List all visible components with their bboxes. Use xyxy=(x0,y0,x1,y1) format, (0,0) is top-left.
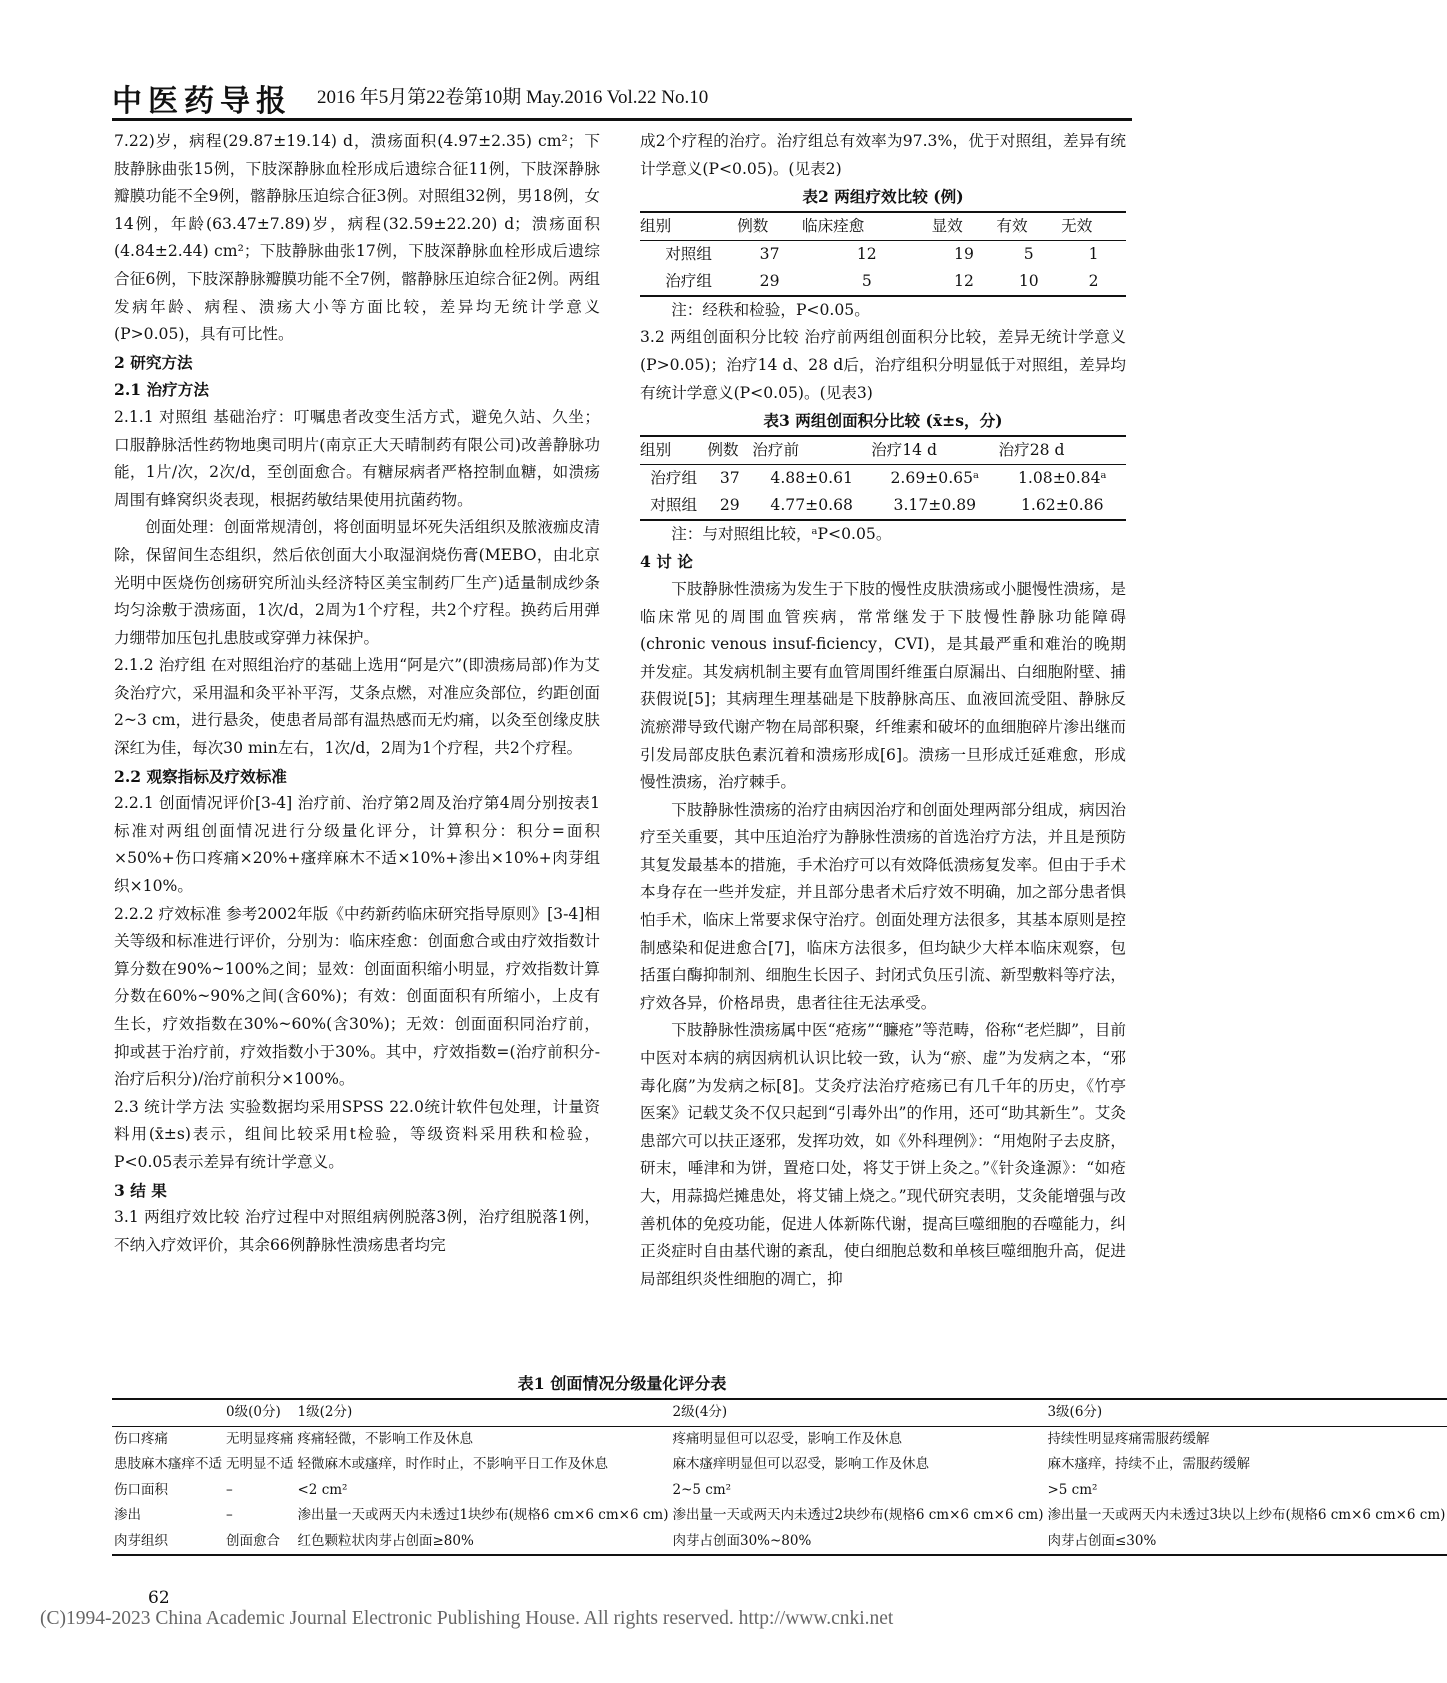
table-cell: <2 cm² xyxy=(297,1481,348,1498)
copyright-footer: (C)1994-2023 China Academic Journal Electronic Publishing House. All rights reserved. http://www.cnki.net xyxy=(40,1608,894,1629)
table-row xyxy=(112,1529,1447,1556)
running-header xyxy=(112,74,1132,118)
table-cell: 2.69±0.65ᵃ xyxy=(890,468,980,487)
table-row xyxy=(112,1452,1447,1478)
table-cell: 29 xyxy=(707,492,752,520)
section-heading: 3 结 果 xyxy=(114,1180,167,1200)
table-cell: – xyxy=(226,1507,233,1523)
table-cell: 治疗组 xyxy=(640,268,737,296)
page-number: 62 xyxy=(148,1588,170,1608)
table-cell: 对照组 xyxy=(640,492,707,520)
table1-caption: 表1 创面情况分级量化评分表 xyxy=(517,1374,727,1393)
column-header: 临床痊愈 xyxy=(802,212,932,241)
paragraph: 2.1.1 对照组 基础治疗：叮嘱患者改变生活方式，避免久站、久坐；口服静脉活性药物地奥司明片(南京正大天晴制药有限公司)改善静脉功能，1片/次，2次/d，至创面愈合。有糖尿病者严格控制血糖，如溃疡周围有蜂窝织炎表现，根据药敏结果使用抗菌药物。 xyxy=(114,407,600,509)
section-heading: 2.2 观察指标及疗效标准 xyxy=(114,766,287,786)
table-cell: 渗出量一天或两天内未透过1块纱布(规格6 cm×6 cm×6 cm) xyxy=(297,1507,669,1523)
journal-name: 中医药导报 xyxy=(112,84,292,119)
table-cell: 红色颗粒状肉芽占创面≥80% xyxy=(296,1529,671,1556)
paragraph: 成2个疗程的治疗。治疗组总有效率为97.3%，优于对照组，差异有统计学意义(P<0.05)。(见表2) xyxy=(640,132,1126,178)
table-row xyxy=(640,268,1126,296)
table3-note: 注：与对照组比较，ᵃP<0.05。 xyxy=(671,524,892,543)
section-heading: 2.1 治疗方法 xyxy=(114,380,209,400)
table-cell: 3.17±0.89 xyxy=(871,492,998,520)
table-cell: 渗出量一天或两天内未透过3块以上纱布(规格6 cm×6 cm×6 cm) xyxy=(1047,1507,1446,1523)
column-header: 无效 xyxy=(1061,212,1126,241)
table-cell: 轻微麻木或瘙痒，时作时止，不影响平日工作及休息 xyxy=(297,1456,608,1472)
table3 xyxy=(640,435,1126,521)
column-header: 2级(4分) xyxy=(670,1399,1045,1426)
paragraph: 3.1 两组疗效比较 治疗过程中对照组病例脱落3例，治疗组脱落1例，不纳入疗效评价，其余66例静脉性溃疡患者均完 xyxy=(114,1208,600,1254)
paragraph: 下肢静脉性溃疡为发生于下肢的慢性皮肤溃疡或小腿慢性溃疡，是临床常见的周围血管疾病，常常继发于下肢慢性静脉功能障碍(chronic venous insuf-ficiency，CVI)，是其最严重和难治的晚期并发症。其发病机制主要有血管周围纤维蛋白原漏出、白细胞附壁、捕获假说[5]；其病理生理基础是下肢静脉高压、血液回流受阻、静脉反流瘀滞导致代谢产物在局部积聚，纤维素和破坏的血细胞碎片渗出继而引发局部皮肤色素沉着和溃疡形成[6]。溃疡一旦形成迁延难愈，形成慢性溃疡，治疗棘手。 xyxy=(640,579,1126,792)
table-cell: 5 xyxy=(802,268,932,296)
column-header: 例数 xyxy=(737,212,802,241)
right-column xyxy=(640,128,1126,1293)
section-heading: 4 讨 论 xyxy=(640,552,693,572)
table-row xyxy=(112,1503,1447,1529)
table-cell: 37 xyxy=(759,244,780,263)
table-cell: 患肢麻木瘙痒不适 xyxy=(114,1456,222,1472)
table-cell: >5 cm² xyxy=(1047,1481,1098,1498)
table-cell: 疼痛轻微，不影响工作及休息 xyxy=(297,1430,473,1447)
table-row xyxy=(640,240,1126,268)
table-cell: 肉芽占创面≤30% xyxy=(1045,1529,1447,1556)
table-cell: 持续性明显疼痛需服药缓解 xyxy=(1047,1430,1210,1447)
column-header: 有效 xyxy=(996,212,1061,241)
left-column xyxy=(114,128,600,1259)
issue-info: 2016 年5月第22卷第10期 May.2016 Vol.22 No.10 xyxy=(317,87,709,108)
paragraph: 2.1.2 治疗组 在对照组治疗的基础上选用“阿是穴”(即溃疡局部)作为艾灸治疗穴，采用温和灸平补平泻，艾条点燃，对准应灸部位，约距创面2~3 cm，进行悬灸，使患者局部有温热感而无灼痛，以灸至创缘皮肤深红为佳，每次30 min左右，1次/d，2周为1个疗程，共2个疗程。 xyxy=(114,656,600,758)
table-cell: 创面愈合 xyxy=(224,1529,296,1556)
table1 xyxy=(112,1372,1446,1556)
table-row xyxy=(112,1426,1447,1452)
column-header: 显效 xyxy=(932,212,997,241)
column-header xyxy=(112,1399,224,1426)
column-header: 组别 xyxy=(640,436,707,465)
column-header: 3级(6分) xyxy=(1045,1399,1447,1426)
paragraph: 下肢静脉性溃疡的治疗由病因治疗和创面处理两部分组成，病因治疗至关重要，其中压迫治疗为静脉性溃疡的首选治疗方法，并且是预防其复发最基本的措施，手术治疗可以有效降低溃疡复发率。但由于手术本身存在一些并发症，并且部分患者术后疗效不明确，加之部分患者惧怕手术，临床上常要求保守治疗。创面处理方法很多，其基本原则是控制感染和促进愈合[7]，临床方法很多，但均缺少大样本临床观察，包括蛋白酶抑制剂、细胞生长因子、封闭式负压引流、新型敷料等疗法，疗效各异，价格昂贵，患者往往无法承受。 xyxy=(640,800,1126,1012)
table2-note: 注：经秩和检验，P<0.05。 xyxy=(671,300,870,319)
paragraph: 3.2 两组创面积分比较 治疗前两组创面积分比较，差异无统计学意义(P>0.05)；治疗14 d、28 d后，治疗组积分明显低于对照组，差异均有统计学意义(P<0.05)。(见表3) xyxy=(640,328,1126,402)
table-cell: 12 xyxy=(856,244,877,263)
column-header: 治疗14 d xyxy=(871,436,998,465)
table-cell: 渗出 xyxy=(114,1507,141,1523)
paragraph: 创面处理：创面常规清创，将创面明显坏死失活组织及脓液痂皮清除，保留间生态组织，然后依创面大小取湿润烧伤膏(MEBO，由北京光明中医烧伤创疡研究所汕头经济特区美宝制药厂生产)适量制成纱条均匀涂敷于溃疡面，1次/d，2周为1个疗程，共2个疗程。换药后用弹力绷带加压包扎患肢或穿弹力袜保护。 xyxy=(114,518,600,647)
table-cell: 伤口疼痛 xyxy=(114,1430,168,1447)
table-cell: – xyxy=(226,1481,233,1498)
paragraph: 2.2.2 疗效标准 参考2002年版《中药新药临床研究指导原则》[3-4]相关等级和标准进行评价，分别为：临床痊愈：创面愈合或由疗效指数计算分数在90%~100%之间；显效：创面面积缩小明显，疗效指数计算分数在60%~90%之间(含60%)；有效：创面面积有所缩小，上皮有生长，疗效指数在30%~60%(含30%)；无效：创面面积同治疗前，抑或甚于治疗前，疗效指数小于30%。其中，疗效指数=(治疗前积分-治疗后积分)/治疗前积分×100%。 xyxy=(114,904,600,1089)
table-row xyxy=(112,1478,1447,1504)
column-header: 治疗28 d xyxy=(999,436,1126,465)
section-heading: 2 研究方法 xyxy=(114,352,193,372)
table-cell: 无明显疼痛 xyxy=(226,1430,294,1447)
table-cell: 2~5 cm² xyxy=(672,1481,732,1498)
table2-caption: 表2 两组疗效比较 (例) xyxy=(802,187,964,207)
table-row xyxy=(640,464,1126,492)
table-cell: 10 xyxy=(996,268,1061,296)
table-cell: 12 xyxy=(932,268,997,296)
table-cell: 对照组 xyxy=(665,244,712,263)
column-header: 0级(0分) xyxy=(224,1399,296,1426)
table-cell: 无明显不适 xyxy=(226,1456,294,1472)
table3-caption: 表3 两组创面积分比较 (x̄±s，分) xyxy=(763,411,1003,431)
table-cell: 渗出量一天或两天内未透过2块纱布(规格6 cm×6 cm×6 cm) xyxy=(672,1507,1044,1523)
column-header: 例数 xyxy=(707,436,752,465)
table-cell: 4.88±0.61 xyxy=(770,468,853,487)
table-cell: 疼痛明显但可以忍受，影响工作及休息 xyxy=(672,1430,902,1447)
table-cell: 1.08±0.84ᵃ xyxy=(1017,468,1107,487)
column-header: 组别 xyxy=(640,212,737,241)
paragraph: 下肢静脉性溃疡属中医“疮疡”“臁疮”等范畴，俗称“老烂脚”，目前中医对本病的病因病机认识比较一致，认为“瘀、虚”为发病之本，“邪毒化腐”为发病之标[8]。艾灸疗法治疗疮疡已有几千年的历史，《竹亭医案》记载艾灸不仅只起到“引毒外出”的作用，还可“助其新生”。艾灸患部穴可以扶正逐邪，发挥功效，如《外科理例》：“用炮附子去皮脐，研末，唾津和为饼，置疮口处，将艾于饼上灸之。”《针灸逢源》：“如疮大，用蒜捣烂摊患处，将艾铺上烧之。”现代研究表明，艾灸能增强与改善机体的免疫功能，促进人体新陈代谢，提高巨噬细胞的吞噬能力，纠正炎症时自由基代谢的紊乱，使白细胞总数和单核巨噬细胞升高，促进局部组织炎性细胞的凋亡，抑 xyxy=(640,1021,1126,1288)
table-cell: 治疗组 xyxy=(650,468,698,487)
table-cell: 肉芽占创面30%~80% xyxy=(670,1529,1045,1556)
paragraph: 2.2.1 创面情况评价[3-4] 治疗前、治疗第2周及治疗第4周分别按表1标准对两组创面情况进行分级量化评分，计算积分：积分=面积×50%+伤口疼痛×20%+瘙痒麻木不适×10%+渗出×10%+肉芽组织×10%。 xyxy=(114,794,600,896)
column-header: 1级(2分) xyxy=(296,1399,671,1426)
table-cell: 2 xyxy=(1061,268,1126,296)
column-header: 治疗前 xyxy=(752,436,871,465)
table-cell: 19 xyxy=(954,244,974,263)
table2 xyxy=(640,211,1126,297)
header-rule xyxy=(112,118,1132,121)
table-row xyxy=(640,492,1126,520)
paragraph: 7.22)岁，病程(29.87±19.14) d，溃疡面积(4.97±2.35) cm²；下肢静脉曲张15例，下肢深静脉血栓形成后遗综合征11例，下肢深静脉瓣膜功能不全9例，髂静脉压迫综合征3例。对照组32例，男18例，女14例，年龄(63.47±7.89)岁，病程(32.59±22.20) d；溃疡面积(4.84±2.44) cm²；下肢静脉曲张17例，下肢深静脉血栓形成后遗综合征6例，下肢深静脉瓣膜功能不全7例，髂静脉压迫综合征2例。两组发病年龄、病程、溃疡大小等方面比较，差异均无统计学意义(P>0.05)，具有可比性。 xyxy=(114,132,600,344)
table-cell: 4.77±0.68 xyxy=(752,492,871,520)
table-cell: 麻木瘙痒明显但可以忍受，影响工作及休息 xyxy=(672,1456,929,1472)
table-cell: 肉芽组织 xyxy=(112,1529,224,1556)
table-cell: 麻木瘙痒，持续不止，需服药缓解 xyxy=(1047,1456,1250,1472)
table-cell: 29 xyxy=(737,268,802,296)
table-cell: 5 xyxy=(1023,244,1034,263)
table-cell: 伤口面积 xyxy=(114,1481,168,1498)
table-cell: 37 xyxy=(719,468,740,487)
paragraph: 2.3 统计学方法 实验数据均采用SPSS 22.0统计软件包处理，计量资料用(x̄±s)表示，组间比较采用t检验，等级资料采用秩和检验，P<0.05表示差异有统计学意义。 xyxy=(114,1097,600,1171)
table-cell: 1.62±0.86 xyxy=(999,492,1126,520)
table-cell: 1 xyxy=(1088,244,1099,263)
